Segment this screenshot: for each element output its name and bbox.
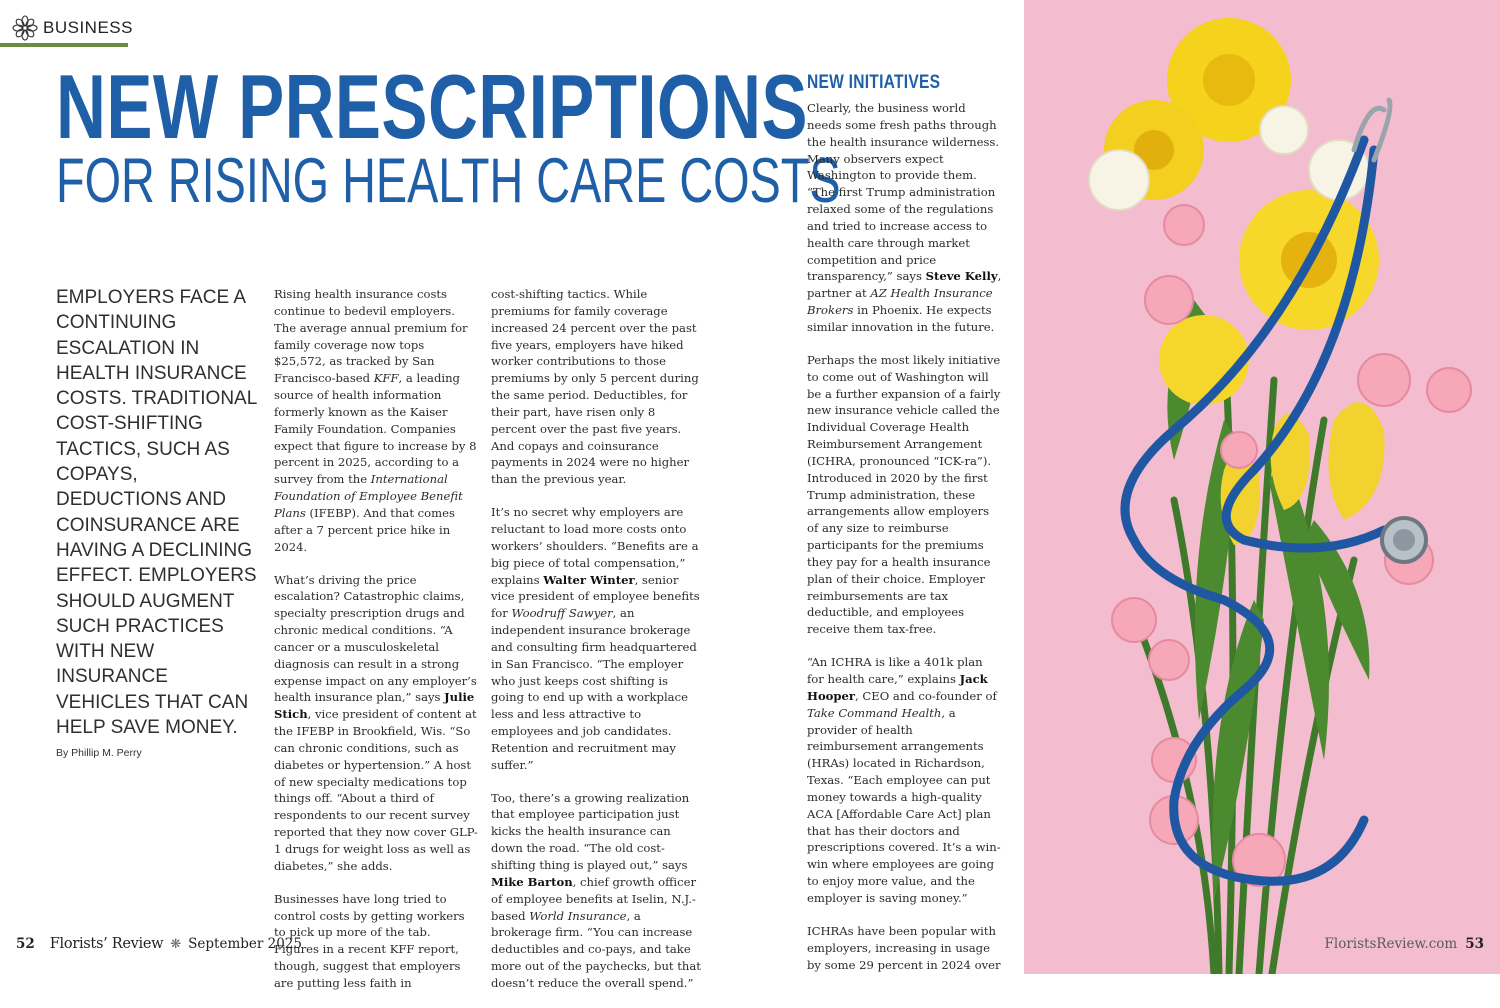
body-column-3 (807, 100, 1002, 989)
person-name: Walter Winter (543, 572, 635, 587)
subheading-new-initiatives: NEW INITIATIVES (807, 72, 941, 93)
paragraph: “An ICHRA is like a 401k plan for health care,” explains Jack Hooper, CEO and co-founder of Take Command Health, a provider of health reimbursement arrangements (HRAs) located in Richardson, Texas. “Each employee can put money towards a high-quality ACA [Affordable Care Act] plan that has their doctors and prescriptions covered. It’s a win-win where employees are going to enjoy more value, and the employer is saving money.” (807, 655, 1001, 905)
website-link[interactable]: FloristsReview.com (1324, 936, 1458, 952)
person-name: Steve Kelly (925, 269, 998, 284)
paragraph: Clearly, the business world needs some fresh paths through the health insurance wilderness. Many observers expect Washington to provide them. “The first Trump administration relaxed some of the regulations and tried to increase access to health care through market competition and price transparency,” says Steve Kelly, partner at AZ Health Insurance Brokers in Phoenix. He expects similar innovation in the future. (807, 101, 1002, 334)
bouquet-photo (1024, 0, 1500, 974)
person-name: Mike Barton (491, 874, 573, 889)
paragraph: Rising health insurance costs continue to bedevil employers. The average annual premium for family coverage now tops $25,572, as tracked by San Francisco-based KFF, a leading source of health information formerly known as the Kaiser Family Foundation. Companies expect that figure to increase by 8 percent in 2025, according to a survey from the International Foundation of Employee Benefit Plans (IFEBP). And that comes after a 7 percent price hike in 2024. (274, 287, 477, 554)
section-label: BUSINESS (43, 18, 133, 37)
page-number-right: 53 (1465, 936, 1484, 952)
flower-icon (12, 15, 38, 41)
paragraph: Too, there’s a growing realization that employee participation just kicks the health insurance can down the road. “The old cost-shifting thing is played out,” says Mike Barton, chief growth officer of employee benefits at Iselin, N.J.-based World Insurance, a brokerage firm. “You can increase deductibles and co-pays, and take more out of the paychecks, but that doesn’t reduce the overall spend.” (491, 790, 701, 990)
deck: EMPLOYERS FACE A CONTINUING ESCALATION IN HEALTH INSURANCE COSTS. TRADITIONAL COST-SHIFTING TACTICS, SUCH AS COPAYS, DEDUCTIONS AND COINSURANCE ARE HAVING A DECLINING EFFECT. EMPLOYERS SHOULD AUGMENT SUCH PRACTICES WITH NEW INSURANCE VEHICLES THAT CAN HELP SAVE MONEY. (56, 287, 257, 739)
body-column-1 (274, 286, 479, 1008)
person-name: Jack Hooper (807, 672, 988, 703)
person-name: Julie Stich (274, 690, 475, 722)
snowflake-icon: ❋ (170, 936, 182, 952)
paragraph: Businesses have long tried to control costs by getting workers to pick up more of the tab. Figures in a recent KFF report, though, suggest that employers are putting less faith in (274, 891, 465, 990)
bouquet-illustration (1024, 0, 1500, 974)
paragraph: What’s driving the price escalation? Catastrophic claims, specialty prescription drugs and chronic medical conditions. “A cancer or a musculoskeletal diagnosis can result in a strong expense impact on any employer’s health insurance plan,” says Julie Stich, vice president of content at the IFEBP in Brookfield, Wis. “So can chronic conditions, such as diabetes or hypertension.” A host of new specialty medications top things off. “About a third of respondents to our recent survey reported that they now cover GLP-1 drugs for weight loss as well as diabetes,” she adds. (274, 572, 478, 873)
paragraph: cost-shifting tactics. While premiums for family coverage increased 24 percent over the past five years, employers have hiked worker contributions to those premiums by only 5 percent during the same period. Deductibles, for their part, have risen only 8 percent over the past five years. And copays and coinsurance payments in 2024 were no higher than the previous year. (491, 287, 699, 487)
footer-right (1325, 936, 1484, 952)
paragraph: ICHRAs have been popular with employers, increasing in usage by some 29 percent in 2024 over (807, 923, 1001, 972)
headline: NEW PRESCRIPTIONS (56, 57, 808, 158)
paragraph: It’s no secret why employers are reluctant to load more costs onto workers’ shoulders. “Benefits are a big piece of total compensation,” explains Walter Winter, senior vice president of employee benefits for Woodruff Sawyer, an independent insurance brokerage and consulting firm headquartered in San Francisco. “The employer who just keeps cost shifting is going to end up with a workplace less and less attractive to employees and job candidates. Retention and recruitment may suffer.” (491, 505, 700, 772)
magazine-name: Florists’ Review (49, 936, 164, 952)
body-column-2 (491, 286, 701, 1008)
subhead: FOR RISING HEALTH CARE COSTS (56, 146, 841, 216)
section-rule (0, 43, 128, 47)
footer-left (16, 936, 302, 952)
byline: By Phillip M. Perry (56, 747, 142, 759)
paragraph: Perhaps the most likely initiative to come out of Washington will be a further expansion of a fairly new insurance vehicle called the Individual Coverage Health Reimbursement Arrangement (ICHRA, pronounced “ICK-ra”). Introduced in 2020 by the first Trump administration, these arrangements allow employers of any size to reimburse participants for the premiums they pay for a health insurance plan of their choice. Employer reimbursements are tax deductible, and employees receive them tax-free. (807, 352, 1001, 637)
page-number-left: 52 (16, 936, 35, 952)
issue-date: September 2025 (188, 936, 302, 952)
section-tag (12, 15, 133, 41)
